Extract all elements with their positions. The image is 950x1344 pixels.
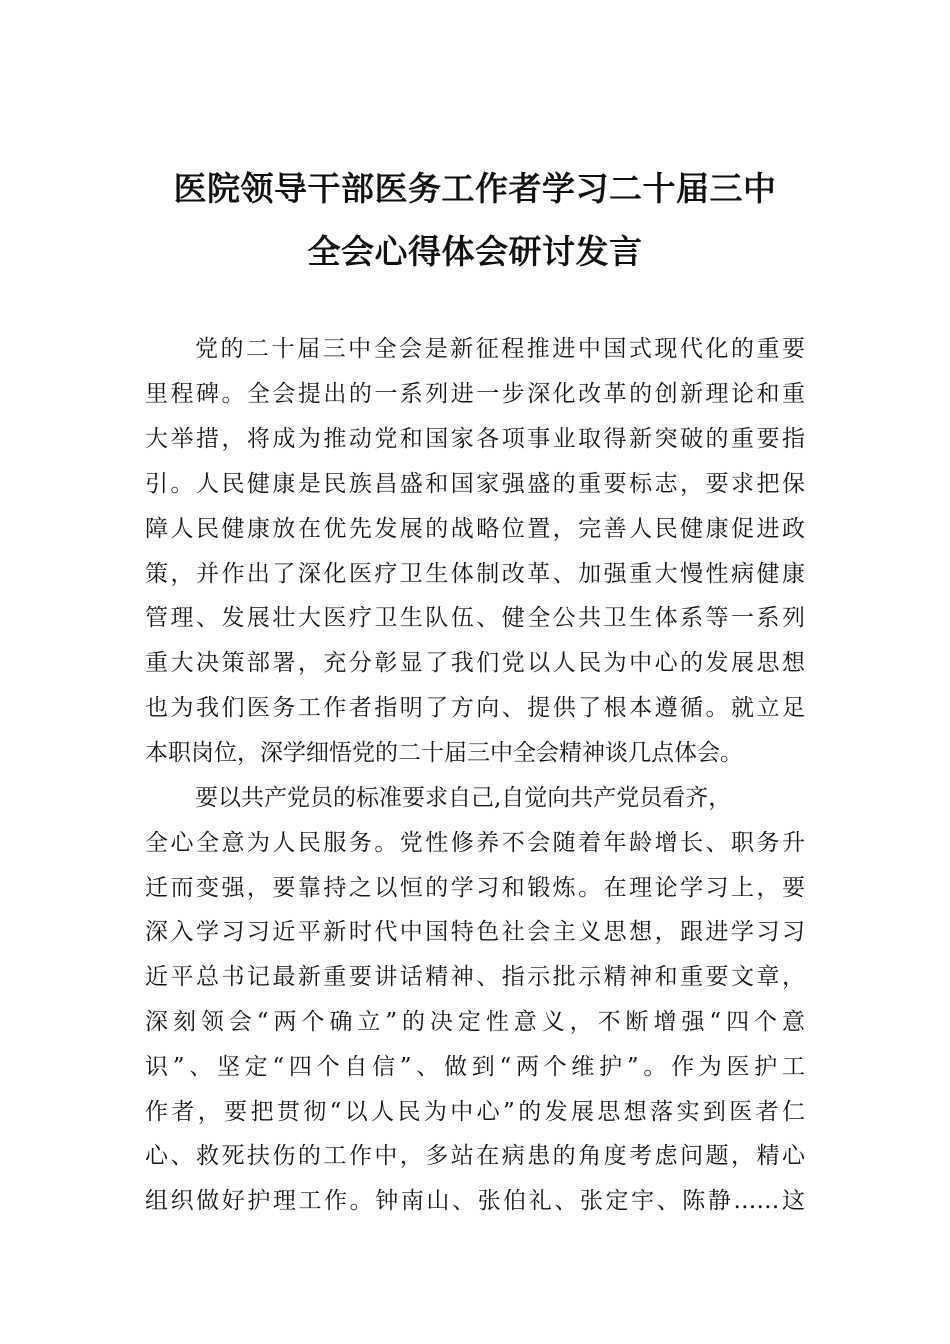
paragraph-1-line: 大举措，将成为推动党和国家各项事业取得新突破的重要指 xyxy=(145,426,805,452)
paragraph-1-line: 管理、发展壮大医疗卫生队伍、健全公共卫生体系等一系列 xyxy=(145,605,805,631)
document-title-line-1: 医院领导干部医务工作者学习二十届三中 xyxy=(173,169,777,208)
paragraph-1-line: 党的二十届三中全会是新征程推进中国式现代化的重要 xyxy=(195,336,805,362)
paragraph-1-line: 引。人民健康是民族昌盛和国家强盛的重要标志，要求把保 xyxy=(145,471,805,497)
paragraph-1-line: 策，并作出了深化医疗卫生体制改革、加强重大慢性病健康 xyxy=(145,561,805,587)
paragraph-2-line: 迁而变强，要靠持之以恒的学习和锻炼。在理论学习上，要 xyxy=(145,875,805,901)
paragraph-2-line: 作者，要把贯彻“以人民为中心”的发展思想落实到医者仁 xyxy=(145,1099,805,1125)
paragraph-2-line: 近平总书记最新重要讲话精神、指示批示精神和重要文章， xyxy=(145,964,805,990)
paragraph-1-line: 障人民健康放在优先发展的战略位置，完善人民健康促进政 xyxy=(145,516,805,542)
paragraph-2-line: 心、救死扶伤的工作中，多站在病患的角度考虑问题，精心 xyxy=(145,1143,805,1169)
paragraph-2-line: 组织做好护理工作。钟南山、张伯礼、张定宇、陈静……这 xyxy=(145,1188,805,1214)
paragraph-1-line: 也为我们医务工作者指明了方向、提供了根本遵循。就立足 xyxy=(145,695,805,721)
paragraph-2-line: 全心全意为人民服务。党性修养不会随着年龄增长、职务升 xyxy=(145,830,805,856)
paragraph-2-line: 要以共产党员的标准要求自己,自觉向共产党员看齐， xyxy=(195,785,732,811)
paragraph-1-line: 本职岗位，深学细悟党的二十届三中全会精神谈几点体会。 xyxy=(145,740,743,766)
paragraph-1-line: 里程碑。全会提出的一系列进一步深化改革的创新理论和重 xyxy=(145,381,805,407)
paragraph-2-line: 识”、坚定“四个自信”、做到“两个维护”。作为医护工 xyxy=(145,1054,805,1080)
paragraph-2-line: 深入学习习近平新时代中国特色社会主义思想，跟进学习习 xyxy=(145,919,805,945)
document-title-line-2: 全会心得体会研讨发言 xyxy=(307,232,643,271)
paragraph-2-line: 深刻领会“两个确立”的决定性意义，不断增强“四个意 xyxy=(145,1009,805,1035)
paragraph-1-line: 重大决策部署，充分彰显了我们党以人民为中心的发展思想 xyxy=(145,650,805,676)
